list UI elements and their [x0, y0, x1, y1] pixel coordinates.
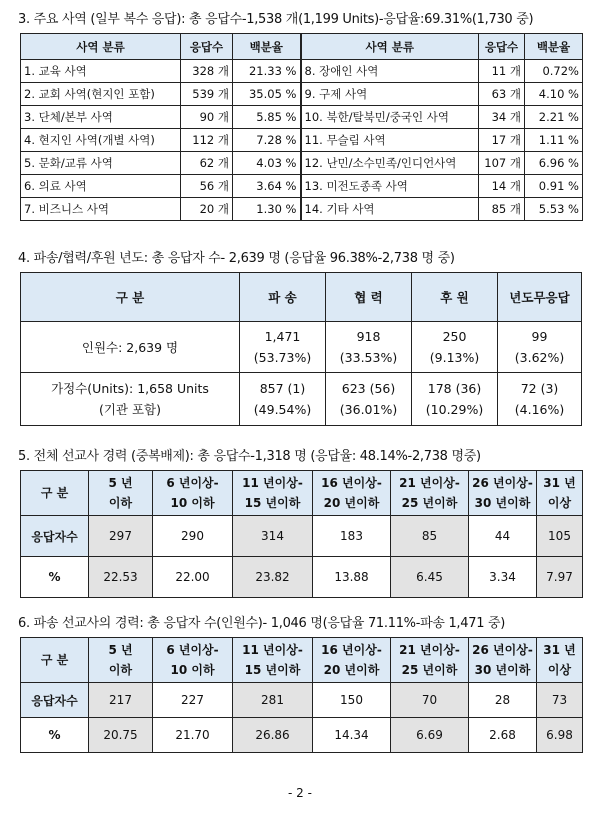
- table-cell: 7.97: [537, 557, 583, 598]
- table-cell: 105: [537, 516, 583, 557]
- table-cell: 20.75: [89, 718, 153, 753]
- table-row: [21, 683, 583, 718]
- career-all-table: [20, 470, 583, 598]
- percentage-cell: 4.03 %: [233, 152, 301, 175]
- ministry-category-cell: 6. 의료 사역: [21, 175, 181, 198]
- header-years-range: 31 년 이상: [537, 471, 583, 516]
- table-cell: 21.70: [153, 718, 233, 753]
- response-count-cell: 62 개: [181, 152, 233, 175]
- table-row: [21, 152, 583, 175]
- response-count-cell: 17 개: [479, 129, 525, 152]
- percentage-cell: 35.05 %: [233, 83, 301, 106]
- section-6-title: 6. 파송 선교사의 경력: 총 응답자 수(인원수)- 1,046 명(응답율 71.11%-파송 1,471 중): [18, 616, 506, 631]
- table-header-row: [21, 34, 583, 60]
- table-row: [21, 718, 583, 753]
- row-label: 가정수(Units): 1,658 Units (기관 포함): [21, 373, 240, 426]
- response-count-cell: 14 개: [479, 175, 525, 198]
- header-category: 구 분: [21, 638, 89, 683]
- table-cell: 227: [153, 683, 233, 718]
- career-dispatch-table: [20, 637, 583, 753]
- response-count-cell: 34 개: [479, 106, 525, 129]
- response-count-cell: 112 개: [181, 129, 233, 152]
- table-cell: 250 (9.13%): [412, 322, 498, 373]
- table-cell: 23.82: [233, 557, 313, 598]
- table-row: [21, 322, 582, 373]
- table-cell: 918 (33.53%): [326, 322, 412, 373]
- table-cell: 857 (1) (49.54%): [240, 373, 326, 426]
- table-cell: 6.45: [391, 557, 469, 598]
- main-ministry-table: [20, 33, 583, 221]
- response-count-cell: 539 개: [181, 83, 233, 106]
- header-years-range: 16 년이상- 20 년이하: [313, 471, 391, 516]
- table-cell: 178 (36) (10.29%): [412, 373, 498, 426]
- table-header-row: [21, 471, 583, 516]
- section-4-title: 4. 파송/협력/후원 년도: 총 응답자 수- 2,639 명 (응답율 96.38%-2,738 명 중): [18, 251, 455, 266]
- header-years-range: 16 년이상- 20 년이하: [313, 638, 391, 683]
- header-years-range: 5 년 이하: [89, 638, 153, 683]
- ministry-category-cell: 3. 단체/본부 사역: [21, 106, 181, 129]
- table-cell: 6.98: [537, 718, 583, 753]
- table-row: [21, 516, 583, 557]
- table-cell: 22.53: [89, 557, 153, 598]
- table-row: [21, 129, 583, 152]
- header-support: 후 원: [412, 273, 498, 322]
- table-row: [21, 373, 582, 426]
- table-cell: 14.34: [313, 718, 391, 753]
- ministry-category-cell: 9. 구제 사역: [301, 83, 479, 106]
- header-years-range: 6 년이상- 10 이하: [153, 638, 233, 683]
- section-3-title: 3. 주요 사역 (일부 복수 응답): 총 응답수-1,538 개(1,199 Units)-응답율:69.31%(1,730 중): [18, 12, 534, 27]
- row-label: %: [21, 718, 89, 753]
- header-cooperation: 협 력: [326, 273, 412, 322]
- ministry-category-cell: 4. 현지인 사역(개별 사역): [21, 129, 181, 152]
- table-cell: 290: [153, 516, 233, 557]
- table-row: [21, 557, 583, 598]
- ministry-category-cell: 2. 교회 사역(현지인 포함): [21, 83, 181, 106]
- table-row: [21, 198, 583, 221]
- table-cell: 3.34: [469, 557, 537, 598]
- table-cell: 1,471 (53.73%): [240, 322, 326, 373]
- header-ministry-category: 사역 분류: [21, 34, 181, 60]
- table-cell: 183: [313, 516, 391, 557]
- table-cell: 314: [233, 516, 313, 557]
- header-years-range: 11 년이상- 15 년이하: [233, 638, 313, 683]
- header-percentage: 백분율: [233, 34, 301, 60]
- header-category: 구 분: [21, 471, 89, 516]
- table-cell: 297: [89, 516, 153, 557]
- table-cell: 150: [313, 683, 391, 718]
- table-cell: 85: [391, 516, 469, 557]
- header-ministry-category: 사역 분류: [301, 34, 479, 60]
- table-header-row: [21, 638, 583, 683]
- ministry-category-cell: 14. 기타 사역: [301, 198, 479, 221]
- header-years-range: 26 년이상- 30 년이하: [469, 638, 537, 683]
- table-cell: 70: [391, 683, 469, 718]
- header-years-range: 21 년이상- 25 년이하: [391, 638, 469, 683]
- response-count-cell: 56 개: [181, 175, 233, 198]
- header-years-range: 6 년이상- 10 이하: [153, 471, 233, 516]
- ministry-category-cell: 10. 북한/탈북민/중국인 사역: [301, 106, 479, 129]
- table-cell: 22.00: [153, 557, 233, 598]
- row-label: %: [21, 557, 89, 598]
- table-cell: 99 (3.62%): [498, 322, 582, 373]
- table-row: [21, 83, 583, 106]
- header-no-year-response: 년도무응답: [498, 273, 582, 322]
- percentage-cell: 0.91 %: [525, 175, 583, 198]
- table-cell: 44: [469, 516, 537, 557]
- row-label: 응답자수: [21, 683, 89, 718]
- ministry-category-cell: 12. 난민/소수민족/인디언사역: [301, 152, 479, 175]
- response-count-cell: 20 개: [181, 198, 233, 221]
- dispatch-year-table: [20, 272, 582, 426]
- header-percentage: 백분율: [525, 34, 583, 60]
- page-number: - 2 -: [288, 786, 312, 800]
- table-row: [21, 175, 583, 198]
- header-dispatch: 파 송: [240, 273, 326, 322]
- table-row: [21, 60, 583, 83]
- response-count-cell: 85 개: [479, 198, 525, 221]
- response-count-cell: 90 개: [181, 106, 233, 129]
- table-cell: 73: [537, 683, 583, 718]
- header-years-range: 31 년 이상: [537, 638, 583, 683]
- table-cell: 623 (56) (36.01%): [326, 373, 412, 426]
- section-5-title: 5. 전체 선교사 경력 (중복배제): 총 응답수-1,318 명 (응답율: 48.14%-2,738 명중): [18, 449, 481, 464]
- header-category: 구 분: [21, 273, 240, 322]
- ministry-category-cell: 8. 장애인 사역: [301, 60, 479, 83]
- header-years-range: 21 년이상- 25 년이하: [391, 471, 469, 516]
- table-cell: 281: [233, 683, 313, 718]
- ministry-category-cell: 5. 문화/교류 사역: [21, 152, 181, 175]
- table-cell: 26.86: [233, 718, 313, 753]
- response-count-cell: 107 개: [479, 152, 525, 175]
- response-count-cell: 328 개: [181, 60, 233, 83]
- response-count-cell: 11 개: [479, 60, 525, 83]
- header-years-range: 26 년이상- 30 년이하: [469, 471, 537, 516]
- table-row: [21, 106, 583, 129]
- percentage-cell: 1.11 %: [525, 129, 583, 152]
- percentage-cell: 0.72%: [525, 60, 583, 83]
- row-label: 응답자수: [21, 516, 89, 557]
- percentage-cell: 3.64 %: [233, 175, 301, 198]
- ministry-category-cell: 13. 미전도종족 사역: [301, 175, 479, 198]
- header-years-range: 11 년이상- 15 년이하: [233, 471, 313, 516]
- percentage-cell: 7.28 %: [233, 129, 301, 152]
- table-cell: 72 (3) (4.16%): [498, 373, 582, 426]
- ministry-category-cell: 1. 교육 사역: [21, 60, 181, 83]
- table-cell: 13.88: [313, 557, 391, 598]
- table-cell: 6.69: [391, 718, 469, 753]
- row-label: 인원수: 2,639 명: [21, 322, 240, 373]
- percentage-cell: 4.10 %: [525, 83, 583, 106]
- response-count-cell: 63 개: [479, 83, 525, 106]
- percentage-cell: 6.96 %: [525, 152, 583, 175]
- table-header-row: [21, 273, 582, 322]
- table-cell: 28: [469, 683, 537, 718]
- ministry-category-cell: 7. 비즈니스 사역: [21, 198, 181, 221]
- table-cell: 217: [89, 683, 153, 718]
- percentage-cell: 1.30 %: [233, 198, 301, 221]
- header-responses: 응답수: [479, 34, 525, 60]
- percentage-cell: 5.85 %: [233, 106, 301, 129]
- ministry-category-cell: 11. 무슬림 사역: [301, 129, 479, 152]
- percentage-cell: 2.21 %: [525, 106, 583, 129]
- header-years-range: 5 년 이하: [89, 471, 153, 516]
- table-cell: 2.68: [469, 718, 537, 753]
- percentage-cell: 21.33 %: [233, 60, 301, 83]
- header-responses: 응답수: [181, 34, 233, 60]
- percentage-cell: 5.53 %: [525, 198, 583, 221]
